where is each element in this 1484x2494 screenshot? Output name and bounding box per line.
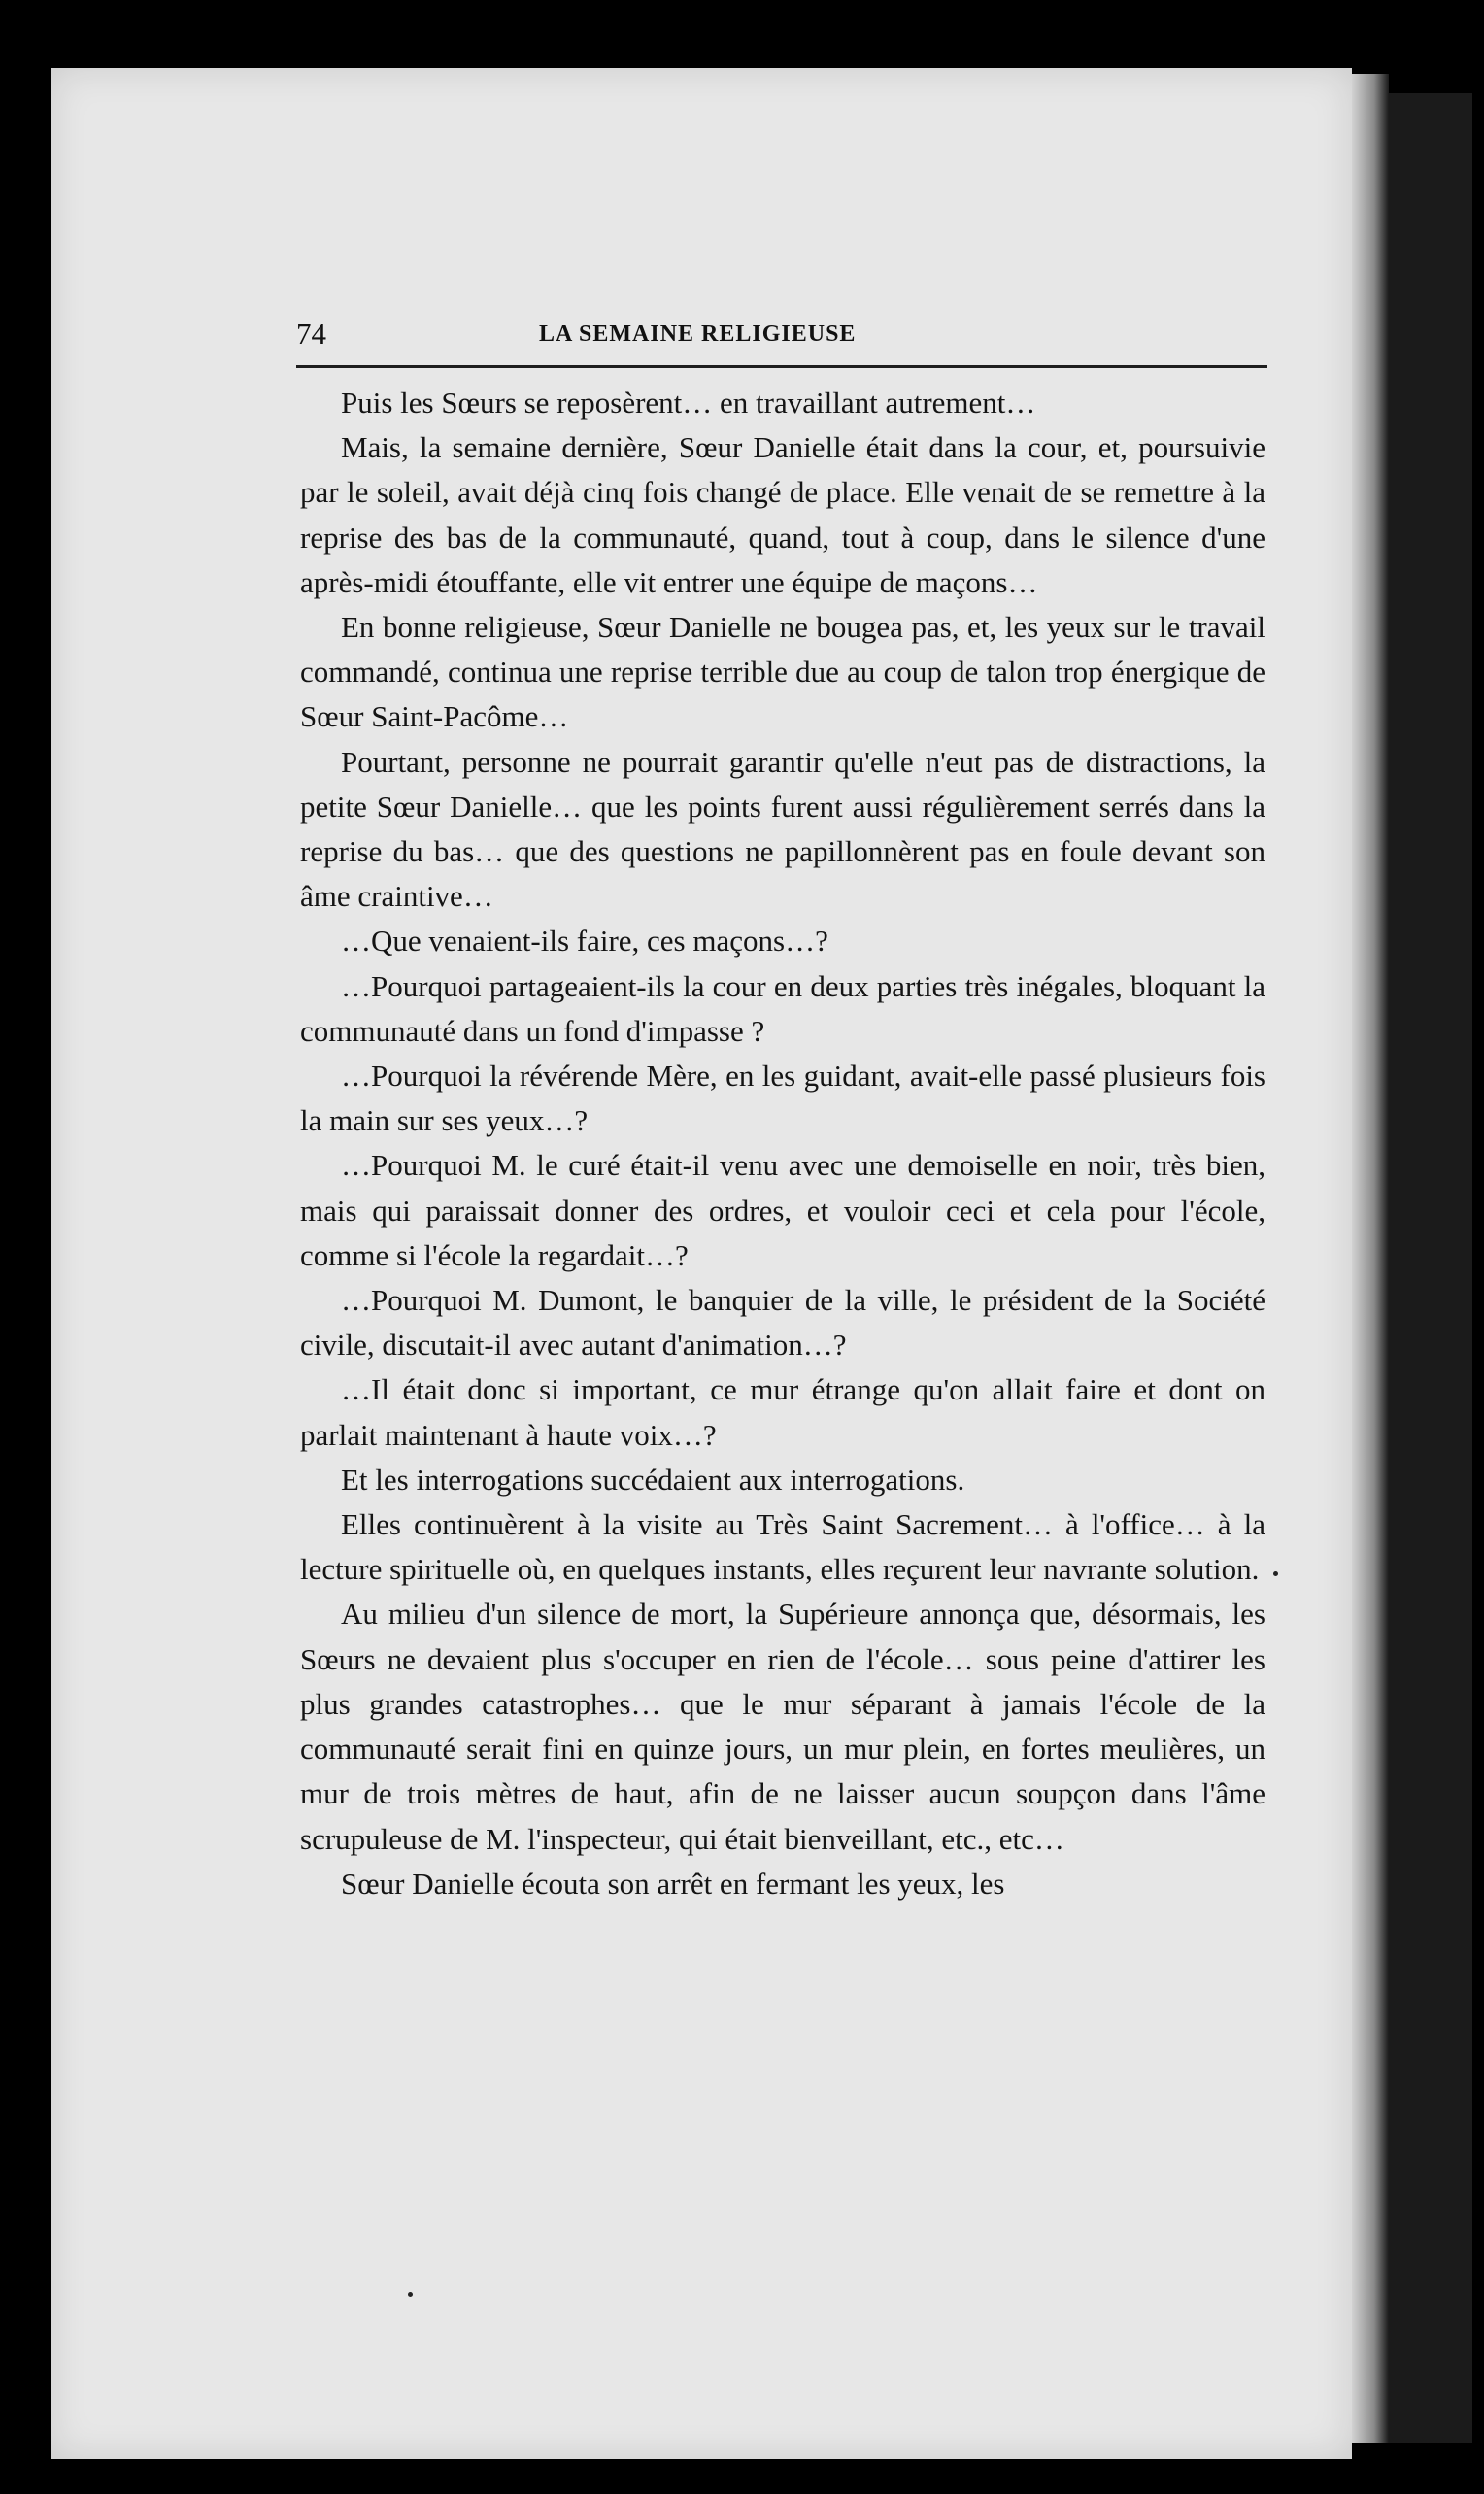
scan-speck <box>408 2292 413 2297</box>
paragraph: …Pourquoi la révérende Mère, en les guidant, avait-elle passé plusieurs fois la main sur ses yeux…? <box>300 1059 1265 1138</box>
paragraph: Puis les Sœurs se reposèrent… en travaillant autrement… <box>341 386 1036 420</box>
paragraph: Pourtant, personne ne pourrait garantir qu'elle n'eut pas de distractions, la petite Sœur Danielle… que les points furent aussi régulièrement serrés dans la reprise du bas… que des questions ne papillonnèrent pas en foule devant son âme craintive… <box>300 744 1265 914</box>
paragraph: …Que venaient-ils faire, ces maçons…? <box>341 924 828 959</box>
adjacent-page-strip <box>1389 93 1472 2443</box>
paragraph: Et les interrogations succédaient aux interrogations. <box>341 1462 965 1497</box>
running-title: LA SEMAINE RELIGIEUSE <box>539 321 857 347</box>
paragraph: En bonne religieuse, Sœur Danielle ne bougea pas, et, les yeux sur le travail commandé, continua une reprise terrible due au coup de talon trop énergique de Sœur Saint-Pacôme… <box>300 610 1265 734</box>
paragraph: Elles continuèrent à la visite au Très Saint Sacrement… à l'office… à la lecture spirituelle où, en quelques instants, elles reçurent leur navrante solution. <box>300 1507 1265 1587</box>
paragraph: …Pourquoi M. Dumont, le banquier de la ville, le président de la Société civile, discutait-il avec autant d'animation…? <box>300 1283 1265 1363</box>
paragraph: …Pourquoi partageaient-ils la cour en deux parties très inégales, bloquant la communauté dans un fond d'impasse ? <box>300 968 1265 1048</box>
page-edge-shadow <box>1352 74 1389 2443</box>
page-number: 74 <box>296 317 326 351</box>
paragraph: …Il était donc si important, ce mur étrange qu'on allait faire et dont on parlait maintenant à haute voix…? <box>300 1372 1265 1452</box>
paragraph: Au milieu d'un silence de mort, la Supérieure annonça que, désormais, les Sœurs ne devaient plus s'occuper en rien de l'école… sous peine d'attirer les plus grandes catastrophes… que le mur séparant à jamais l'école de la communauté serait fini en quinze jours, un mur plein, en fortes meulières, un mur de trois mètres de haut, afin de ne laisser aucun soupçon dans l'âme scrupuleuse de M. l'inspecteur, qui était bienveillant, etc., etc… <box>300 1597 1265 1856</box>
scan-speck <box>1273 1571 1278 1576</box>
header-rule <box>296 365 1267 368</box>
paragraph: …Pourquoi M. le curé était-il venu avec une demoiselle en noir, très bien, mais qui paraissait donner des ordres, et vouloir ceci et cela pour l'école, comme si l'école la regardait…? <box>300 1148 1265 1272</box>
paragraph: Mais, la semaine dernière, Sœur Danielle était dans la cour, et, poursuivie par le soleil, avait déjà cinq fois changé de place. Elle venait de se remettre à la reprise des bas de la communauté, quand, tout à coup, dans le silence d'une après-midi étouffante, elle vit entrer une équipe de maçons… <box>300 430 1265 599</box>
body-text <box>300 381 1265 1906</box>
paragraph: Sœur Danielle écouta son arrêt en fermant les yeux, les <box>341 1866 1005 1901</box>
page-header <box>296 313 1263 361</box>
